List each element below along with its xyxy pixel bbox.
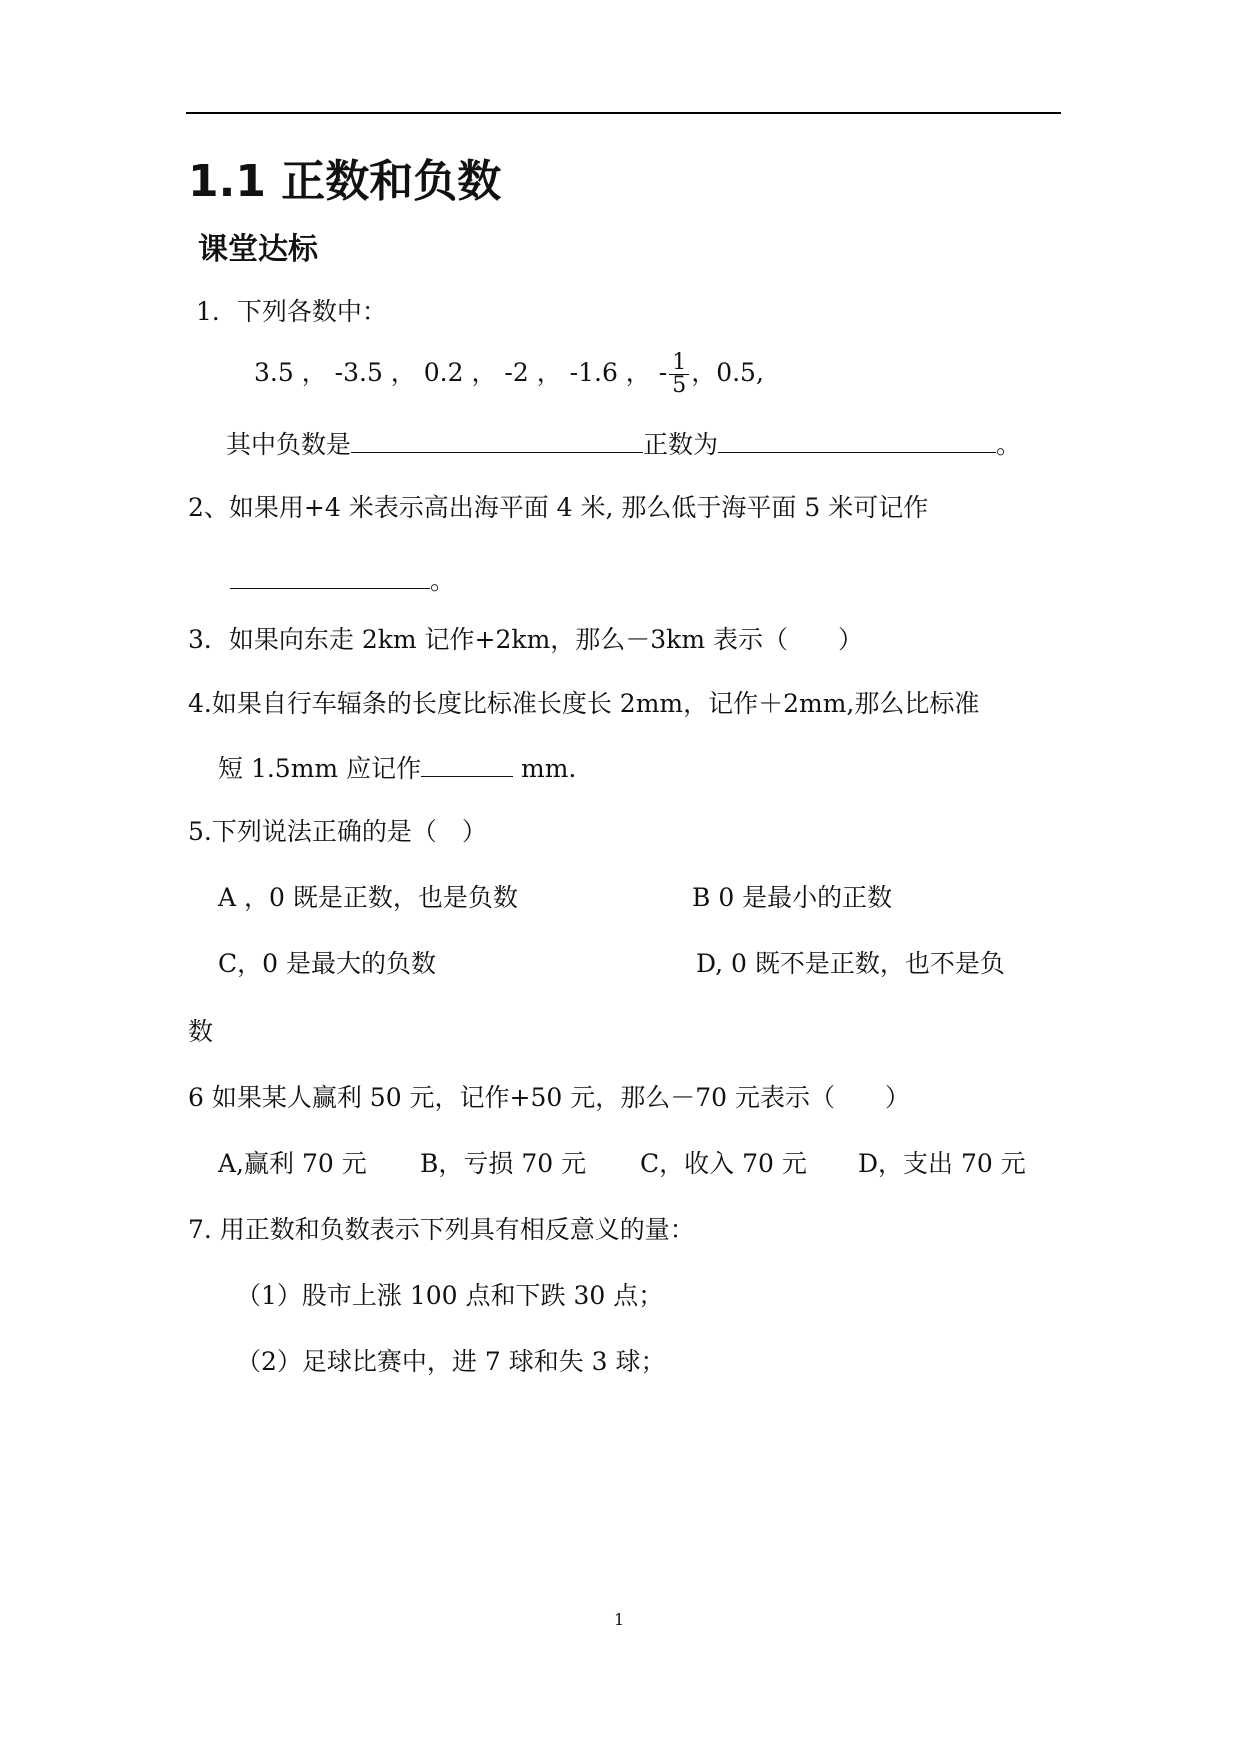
page-number: 1 <box>614 1610 625 1629</box>
q6-option-c: C，收入 70 元 <box>640 1149 807 1178</box>
q3-text: 3．如果向东走 2km 记作+2km，那么－3km 表示（ ） <box>188 625 863 654</box>
q5-option-d-cont: 数 <box>188 1017 214 1046</box>
q1-numbers <box>254 352 764 397</box>
q5-stem: 5.下列说法正确的是（ ） <box>188 817 487 846</box>
q5-option-c: C，0 是最大的负数 <box>218 949 436 978</box>
q1-answer-line <box>226 424 1021 465</box>
q5-option-b: B 0 是最小的正数 <box>692 883 893 912</box>
q5-option-a: A ，0 既是正数，也是负数 <box>218 883 518 912</box>
q1-pos-blank[interactable] <box>718 424 996 453</box>
q1-frac-den: 5 <box>672 373 687 398</box>
q2-blank[interactable] <box>230 560 430 589</box>
q1-neg-label: 其中负数是 <box>226 430 352 459</box>
q1-intro: 1．下列各数中： <box>196 297 387 326</box>
header-rule <box>186 112 1061 114</box>
q6-option-d: D，支出 70 元 <box>858 1149 1026 1178</box>
q4-line1: 4.如果自行车辐条的长度比标准长度长 2mm，记作＋2mm,那么比标准 <box>188 689 980 718</box>
q4-blank[interactable] <box>421 748 513 777</box>
q1-end: 。 <box>996 430 1022 459</box>
page-title: 1.1 正数和负数 <box>188 156 502 207</box>
section-heading: 课堂达标 <box>198 232 318 267</box>
q1-neg-blank[interactable] <box>351 424 643 453</box>
q4-line2-after: mm. <box>513 754 577 783</box>
q1-numbers-after: ，0.5, <box>691 358 764 387</box>
q4-line2-before: 短 1.5mm 应记作 <box>218 754 422 783</box>
q1-fraction <box>669 352 689 397</box>
q6-option-b: B，亏损 70 元 <box>420 1149 587 1178</box>
q7-item-2: （2）足球比赛中，进 7 球和失 3 球； <box>236 1347 666 1376</box>
q2-line1: 2、如果用+4 米表示高出海平面 4 米, 那么低于海平面 5 米可记作 <box>188 493 929 522</box>
q1-pos-label: 正数为 <box>643 430 719 459</box>
q4-line2 <box>218 748 576 789</box>
q6-stem: 6 如果某人赢利 50 元，记作+50 元，那么－70 元表示（ ） <box>188 1083 911 1112</box>
q2-end: 。 <box>430 566 456 595</box>
q6-option-a: A,赢利 70 元 <box>218 1149 367 1178</box>
q5-option-d: D, 0 既不是正数，也不是负 <box>696 949 1005 978</box>
q7-item-1: （1）股市上涨 100 点和下跌 30 点； <box>236 1281 664 1310</box>
q1-frac-num: 1 <box>669 352 689 375</box>
q1-numbers-before: 3.5 ， -3.5 ， 0.2 ， -2 ， -1.6 ， - <box>254 358 668 387</box>
q2-line2 <box>230 560 455 601</box>
q7-stem: 7. 用正数和负数表示下列具有相反意义的量： <box>188 1215 695 1244</box>
